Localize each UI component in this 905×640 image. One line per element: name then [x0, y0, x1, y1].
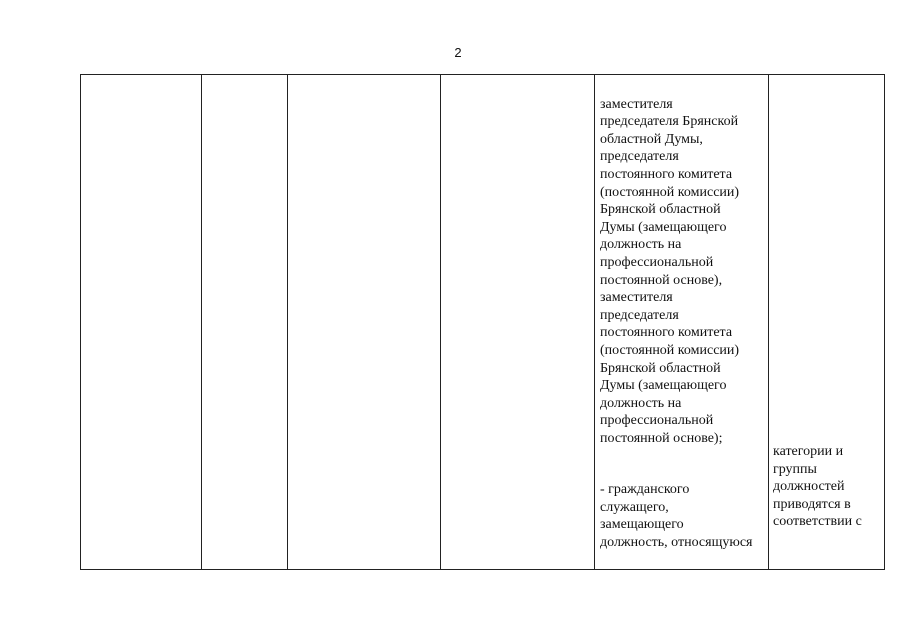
cell-text-col6: категории и группы должностей приводятся в соответствии с: [773, 444, 862, 530]
positions-paragraph: заместителя председателя Брянской областной Думы, председателя постоянного комитета (постоянной комиссии) Брянской областной Думы (замещающего должность на профессиональной постоянной основе), заместителя председателя постоянного комитета (постоянной комиссии) Брянской областной Думы (замещающего должность на профессиональной постоянной основе);: [600, 96, 740, 446]
table-cell-col3: [288, 75, 441, 570]
table-cell-col2: [202, 75, 288, 570]
cell-text-col5: [595, 75, 768, 569]
cell-text-col1: [81, 75, 201, 78]
table-cell-col1: [81, 75, 202, 570]
cell-text-col2: [202, 75, 287, 78]
table-cell-col6: [769, 75, 885, 570]
cell-text-col4: [441, 75, 594, 78]
cell-text-col3: [288, 75, 440, 78]
table-cell-col5: [595, 75, 769, 570]
civil-servant-paragraph: - гражданского служащего, замещающего должность, относящуюся: [600, 482, 753, 550]
document-table: [80, 74, 885, 570]
table-cell-col4: [441, 75, 595, 570]
page-number: 2: [454, 45, 462, 60]
table-row: [81, 75, 885, 570]
